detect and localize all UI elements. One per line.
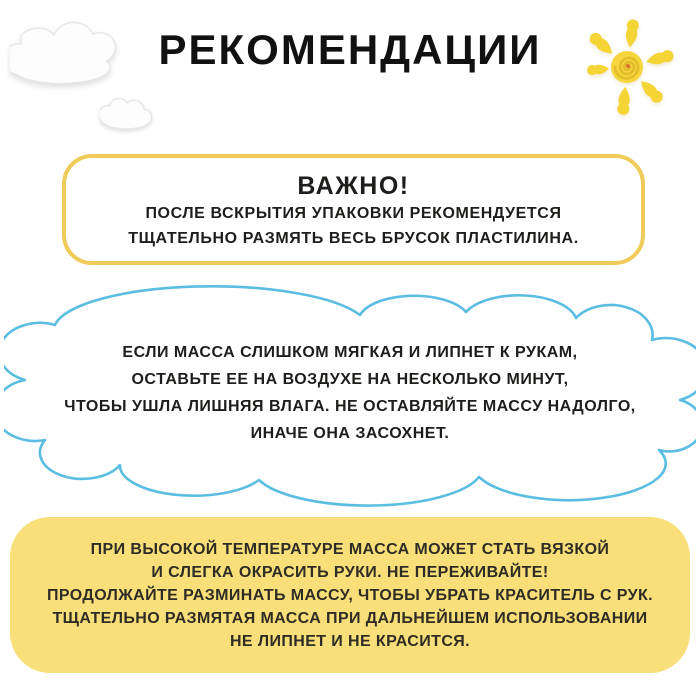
bubble-text-line: ИНАЧЕ ОНА ЗАСОХНЕТ. xyxy=(250,425,450,442)
warning-box xyxy=(10,517,690,673)
bubble-text-line: ОСТАВЬТЕ ЕЕ НА ВОЗДУХЕ НА НЕСКОЛЬКО МИНУТ, xyxy=(131,371,569,388)
warning-text-line: ТЩАТЕЛЬНО РАЗМЯТАЯ МАССА ПРИ ДАЛЬНЕЙШЕМ ИСПОЛЬЗОВАНИИ xyxy=(52,610,648,627)
important-text-line: ПОСЛЕ ВСКРЫТИЯ УПАКОВКИ РЕКОМЕНДУЕТСЯ xyxy=(145,205,562,222)
cloud-bubble xyxy=(4,283,696,508)
bubble-text-line: ЧТОБЫ УШЛА ЛИШНЯЯ ВЛАГА. НЕ ОСТАВЛЯЙТЕ МАССУ НАДОЛГО, xyxy=(64,398,636,415)
important-text-line: ТЩАТЕЛЬНО РАЗМЯТЬ ВЕСЬ БРУСОК ПЛАСТИЛИНА. xyxy=(128,230,579,247)
cloud-bubble-text xyxy=(4,339,696,447)
bubble-text-line: ЕСЛИ МАССА СЛИШКОМ МЯГКАЯ И ЛИПНЕТ К РУКАМ, xyxy=(122,344,578,361)
page-title: РЕКОМЕНДАЦИИ xyxy=(158,26,542,73)
cloud-icon xyxy=(100,90,152,132)
important-heading: ВАЖНО! xyxy=(297,172,410,200)
warning-text-line: И СЛЕГКА ОКРАСИТЬ РУКИ. НЕ ПЕРЕЖИВАЙТЕ! xyxy=(151,564,549,581)
warning-text-line: НЕ ЛИПНЕТ И НЕ КРАСИТСЯ. xyxy=(229,633,471,650)
warning-text-line: ПРИ ВЫСОКОЙ ТЕМПЕРАТУРЕ МАССА МОЖЕТ СТАТЬ ВЯЗКОЙ xyxy=(90,541,610,558)
important-box xyxy=(62,154,645,265)
warning-text-line: ПРОДОЛЖАЙТЕ РАЗМИНАТЬ МАССУ, ЧТОБЫ УБРАТЬ КРАСИТЕЛЬ С РУК. xyxy=(47,587,653,604)
